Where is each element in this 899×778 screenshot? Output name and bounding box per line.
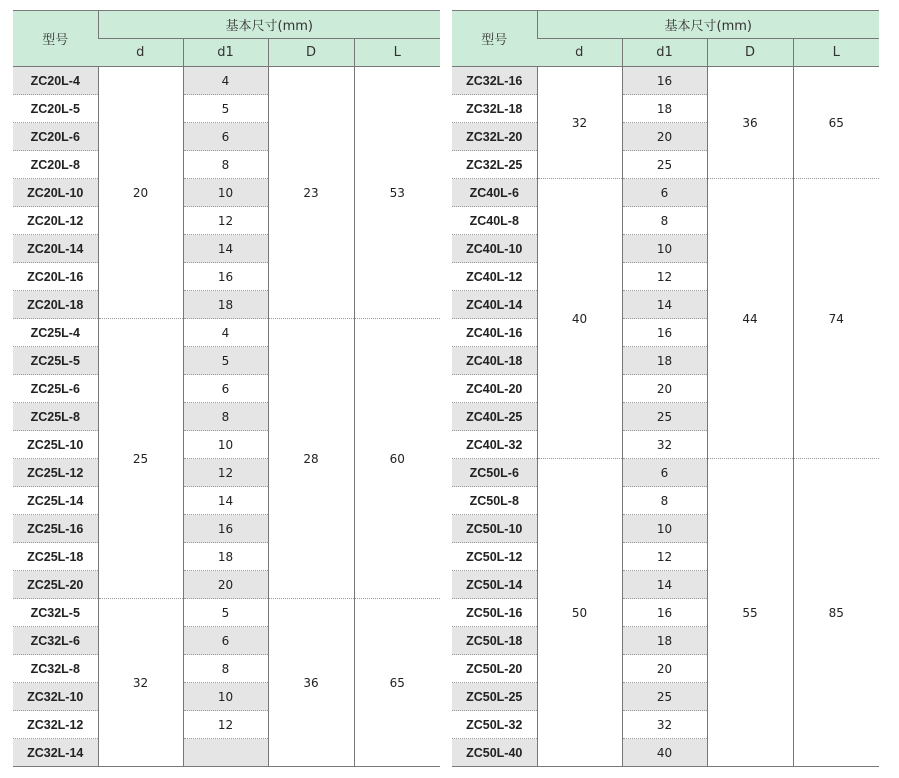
model-cell: ZC50L-40 <box>452 739 537 767</box>
model-cell: ZC20L-18 <box>13 291 98 319</box>
model-cell: ZC25L-5 <box>13 347 98 375</box>
d1-cell: 20 <box>183 571 268 599</box>
table-row <box>452 67 879 95</box>
d1-cell: 20 <box>622 375 707 403</box>
model-cell: ZC32L-8 <box>13 655 98 683</box>
d1-cell: 10 <box>622 235 707 263</box>
model-cell: ZC50L-25 <box>452 683 537 711</box>
d1-cell: 25 <box>622 403 707 431</box>
d1-cell: 5 <box>183 599 268 627</box>
right-spec-table <box>452 10 879 767</box>
model-cell: ZC25L-8 <box>13 403 98 431</box>
model-cell: ZC32L-25 <box>452 151 537 179</box>
right-table-body <box>452 67 879 767</box>
d1-cell: 6 <box>622 179 707 207</box>
d1-cell: 18 <box>622 347 707 375</box>
model-cell: ZC40L-10 <box>452 235 537 263</box>
col-D-header: D <box>268 39 354 67</box>
d1-cell: 12 <box>183 459 268 487</box>
model-cell: ZC32L-10 <box>13 683 98 711</box>
model-cell: ZC50L-12 <box>452 543 537 571</box>
d1-cell: 18 <box>622 95 707 123</box>
d1-cell: 8 <box>183 403 268 431</box>
d1-cell: 6 <box>183 627 268 655</box>
d1-cell: 10 <box>183 179 268 207</box>
model-cell: ZC20L-10 <box>13 179 98 207</box>
d1-cell: 16 <box>183 515 268 543</box>
d1-cell: 8 <box>183 151 268 179</box>
model-cell: ZC40L-16 <box>452 319 537 347</box>
model-cell: ZC50L-18 <box>452 627 537 655</box>
table-row <box>452 179 879 207</box>
model-header: 型号 <box>13 11 98 67</box>
model-cell: ZC50L-32 <box>452 711 537 739</box>
d1-cell: 25 <box>622 151 707 179</box>
d1-cell: 16 <box>622 67 707 95</box>
model-cell: ZC50L-20 <box>452 655 537 683</box>
d1-cell: 32 <box>622 711 707 739</box>
D-cell: 28 <box>268 319 354 599</box>
d1-cell: 8 <box>622 207 707 235</box>
d1-cell: 16 <box>183 263 268 291</box>
model-cell: ZC32L-20 <box>452 123 537 151</box>
model-cell: ZC25L-6 <box>13 375 98 403</box>
model-cell: ZC40L-12 <box>452 263 537 291</box>
model-cell: ZC32L-14 <box>13 739 98 767</box>
model-cell: ZC25L-20 <box>13 571 98 599</box>
model-cell: ZC40L-25 <box>452 403 537 431</box>
table-row <box>452 459 879 487</box>
d1-cell: 4 <box>183 67 268 95</box>
D-cell: 23 <box>268 67 354 319</box>
model-cell: ZC25L-10 <box>13 431 98 459</box>
table-row <box>13 67 440 95</box>
L-cell: 74 <box>793 179 879 459</box>
model-cell: ZC25L-14 <box>13 487 98 515</box>
model-cell: ZC40L-18 <box>452 347 537 375</box>
model-cell: ZC25L-4 <box>13 319 98 347</box>
model-cell: ZC25L-12 <box>13 459 98 487</box>
col-L-header: L <box>354 39 440 67</box>
d1-cell: 4 <box>183 319 268 347</box>
d1-cell: 8 <box>183 655 268 683</box>
D-cell: 44 <box>707 179 793 459</box>
d1-cell <box>183 739 268 767</box>
d-cell: 40 <box>537 179 622 459</box>
dimension-group-header: 基本尺寸(mm) <box>98 11 440 39</box>
d1-cell: 12 <box>622 543 707 571</box>
model-cell: ZC25L-16 <box>13 515 98 543</box>
model-cell: ZC40L-6 <box>452 179 537 207</box>
L-cell: 85 <box>793 459 879 767</box>
model-cell: ZC40L-32 <box>452 431 537 459</box>
d1-cell: 6 <box>183 123 268 151</box>
model-cell: ZC32L-16 <box>452 67 537 95</box>
d-cell: 32 <box>98 599 183 767</box>
L-cell: 65 <box>793 67 879 179</box>
model-cell: ZC32L-5 <box>13 599 98 627</box>
d1-cell: 6 <box>622 459 707 487</box>
model-cell: ZC50L-16 <box>452 599 537 627</box>
left-table-body <box>13 67 440 767</box>
dimension-group-header: 基本尺寸(mm) <box>537 11 879 39</box>
model-cell: ZC20L-8 <box>13 151 98 179</box>
table-row <box>13 319 440 347</box>
d1-cell: 6 <box>183 375 268 403</box>
col-d-header: d <box>98 39 183 67</box>
model-cell: ZC50L-10 <box>452 515 537 543</box>
d-cell: 25 <box>98 319 183 599</box>
model-cell: ZC25L-18 <box>13 543 98 571</box>
d1-cell: 20 <box>622 655 707 683</box>
d1-cell: 10 <box>183 683 268 711</box>
col-D-header: D <box>707 39 793 67</box>
col-d1-header: d1 <box>183 39 268 67</box>
L-cell: 65 <box>354 599 440 767</box>
d1-cell: 14 <box>183 235 268 263</box>
d1-cell: 14 <box>622 291 707 319</box>
model-cell: ZC40L-8 <box>452 207 537 235</box>
d1-cell: 32 <box>622 431 707 459</box>
d1-cell: 5 <box>183 95 268 123</box>
D-cell: 36 <box>268 599 354 767</box>
model-cell: ZC50L-6 <box>452 459 537 487</box>
model-cell: ZC20L-14 <box>13 235 98 263</box>
d1-cell: 40 <box>622 739 707 767</box>
L-cell: 53 <box>354 67 440 319</box>
D-cell: 55 <box>707 459 793 767</box>
d1-cell: 25 <box>622 683 707 711</box>
d1-cell: 20 <box>622 123 707 151</box>
model-cell: ZC40L-20 <box>452 375 537 403</box>
d1-cell: 14 <box>183 487 268 515</box>
left-spec-table <box>13 10 440 767</box>
d1-cell: 18 <box>622 627 707 655</box>
col-d-header: d <box>537 39 622 67</box>
d-cell: 20 <box>98 67 183 319</box>
d1-cell: 12 <box>183 711 268 739</box>
model-cell: ZC50L-8 <box>452 487 537 515</box>
d1-cell: 12 <box>622 263 707 291</box>
model-cell: ZC20L-12 <box>13 207 98 235</box>
d1-cell: 12 <box>183 207 268 235</box>
d1-cell: 18 <box>183 543 268 571</box>
d-cell: 32 <box>537 67 622 179</box>
model-cell: ZC50L-14 <box>452 571 537 599</box>
D-cell: 36 <box>707 67 793 179</box>
col-L-header: L <box>793 39 879 67</box>
model-cell: ZC20L-4 <box>13 67 98 95</box>
table-row <box>13 599 440 627</box>
d1-cell: 14 <box>622 571 707 599</box>
model-cell: ZC40L-14 <box>452 291 537 319</box>
d1-cell: 10 <box>183 431 268 459</box>
d1-cell: 16 <box>622 599 707 627</box>
d-cell: 50 <box>537 459 622 767</box>
model-cell: ZC32L-6 <box>13 627 98 655</box>
d1-cell: 16 <box>622 319 707 347</box>
model-cell: ZC20L-16 <box>13 263 98 291</box>
col-d1-header: d1 <box>622 39 707 67</box>
model-header: 型号 <box>452 11 537 67</box>
model-cell: ZC32L-18 <box>452 95 537 123</box>
d1-cell: 5 <box>183 347 268 375</box>
d1-cell: 8 <box>622 487 707 515</box>
d1-cell: 10 <box>622 515 707 543</box>
model-cell: ZC20L-6 <box>13 123 98 151</box>
d1-cell: 18 <box>183 291 268 319</box>
model-cell: ZC32L-12 <box>13 711 98 739</box>
L-cell: 60 <box>354 319 440 599</box>
model-cell: ZC20L-5 <box>13 95 98 123</box>
